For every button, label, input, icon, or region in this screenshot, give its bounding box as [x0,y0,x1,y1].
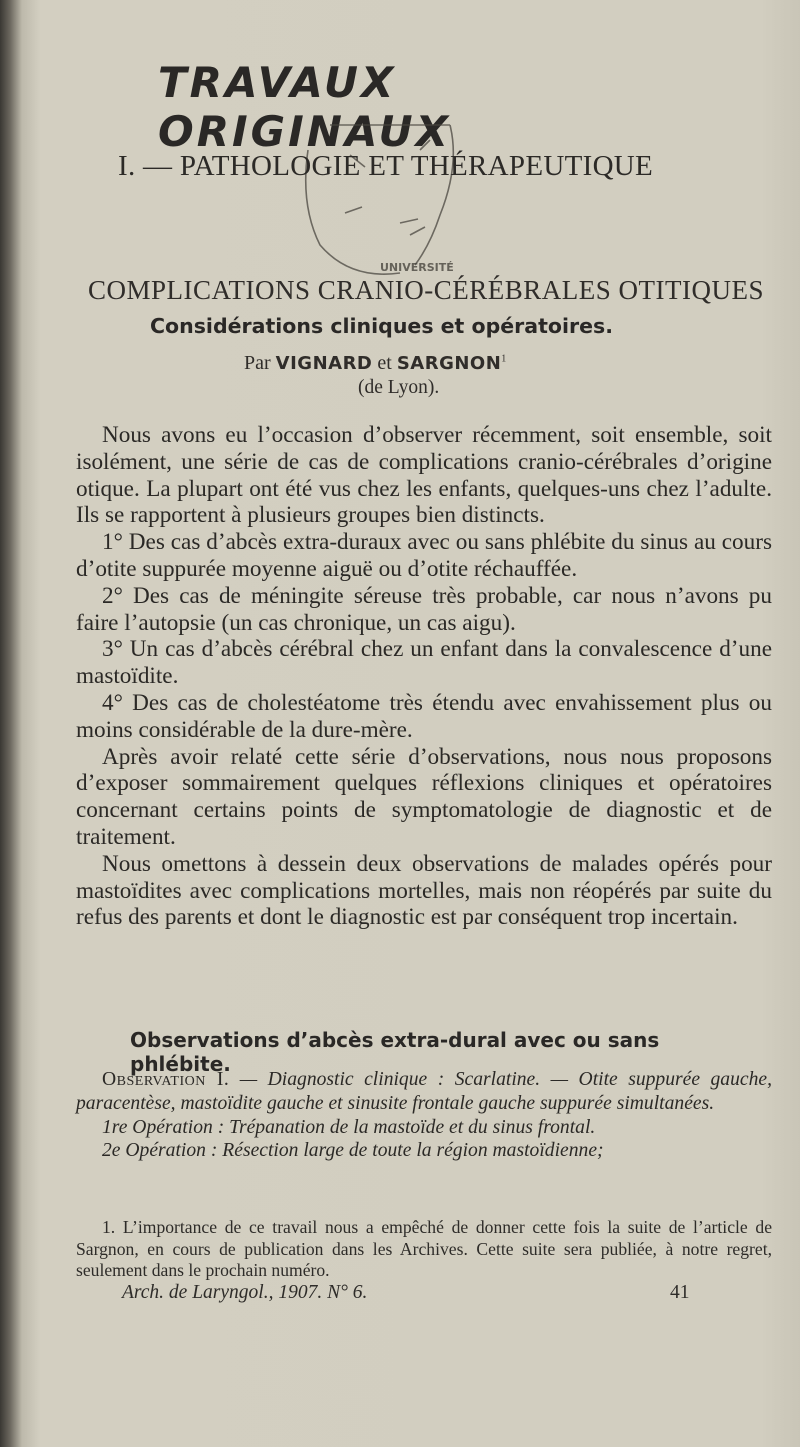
operation-1 [76,1116,772,1140]
library-stamp-icon [290,95,490,295]
body-paragraph: 3° Un cas d’abcès cérébral chez un enfant dans la convalescence d’une mastoïdite. [76,636,772,690]
body-paragraph: 2° Des cas de méningite séreuse très probable, car nous n’avons pu faire l’autopsie (un cas chronique, un cas aigu). [76,582,772,636]
operation-text: : Trépanation de la mastoïde et du sinus frontal. [212,1116,596,1138]
observation-block [76,1068,772,1163]
observation-text: — Diagnostic clinique : Scarlatine. — Otite suppurée gauche, paracentèse, mastoïdite gauche et sinusite frontale gauche suppurée simultanées. [76,1069,772,1114]
author-origin: (de Lyon). [358,377,440,398]
operation-text: : Résection large de toute la région mastoïdienne; [205,1140,604,1162]
operation-label: 2e Opération [102,1140,206,1162]
journal-section-heading: TRAVAUX ORIGINAUX [158,58,452,156]
page-number: 41 [670,1282,690,1303]
byline-and: et [377,352,392,374]
observation-1 [76,1068,772,1116]
article-subtitle: Considérations cliniques et opératoires. [150,314,614,338]
body-paragraph: Nous omettons à dessein deux observations de malades opérés pour mastoïdites avec complications mortelles, mais non réopérés par suite du refus des parents et dont le diagnostic est par conséquent trop incertain. [76,850,772,931]
footnote [76,1217,772,1282]
article-title: COMPLICATIONS CRANIO-CÉRÉBRALES OTITIQUES [88,275,765,305]
operation-2 [76,1139,772,1163]
operation-label: 1re Opération [102,1116,213,1138]
journal-reference: Arch. de Laryngol., 1907. N° 6. [122,1282,368,1303]
section-heading: I. — PATHOLOGIE ET THÉRAPEUTIQUE [118,150,654,182]
author-vignard: VIGNARD [275,353,373,374]
body-paragraph: 4° Des cas de cholestéatome très étendu avec envahissement plus ou moins considérable de la dure-mère. [76,689,772,743]
body-paragraph: Nous avons eu l’occasion d’observer récemment, soit ensemble, soit isolément, une série de cas de complications cranio-cérébrales d’origine otique. La plupart ont été vus chez les enfants, quelques-uns chez l’adulte. Ils se rapportent à plusieurs groupes bien distincts. [76,422,772,529]
author-sargnon: SARGNON [396,353,502,374]
body-paragraph: 1° Des cas d’abcès extra-duraux avec ou sans phlébite du sinus au cours d’otite suppurée moyenne aiguë ou d’otite réchauffée. [76,529,772,582]
stamp-text: UNIVERSITÉ [380,261,454,274]
body-paragraph: Après avoir relaté cette série d’observations, nous nous proposons d’exposer sommairement quelques réflexions cliniques et opératoires concernant certains points de symptomatologie de diagnostic et de traitement. [76,743,772,850]
byline [244,352,664,375]
footnote-text: 1. L’importance de ce travail nous a empêché de donner cette fois la suite de l’article de Sargnon, en cours de publication dans les Archives. Cette suite sera publiée, à notre regret, seulement dans le prochain numéro. [76,1217,772,1281]
observations-heading: Observations d’abcès extra-dural avec ou sans phlébite. [130,1028,660,1076]
byline-prefix: Par [244,352,271,374]
observation-label: Observation I. [102,1069,230,1090]
footnote-marker: 1 [501,353,507,365]
article-body [76,422,772,931]
